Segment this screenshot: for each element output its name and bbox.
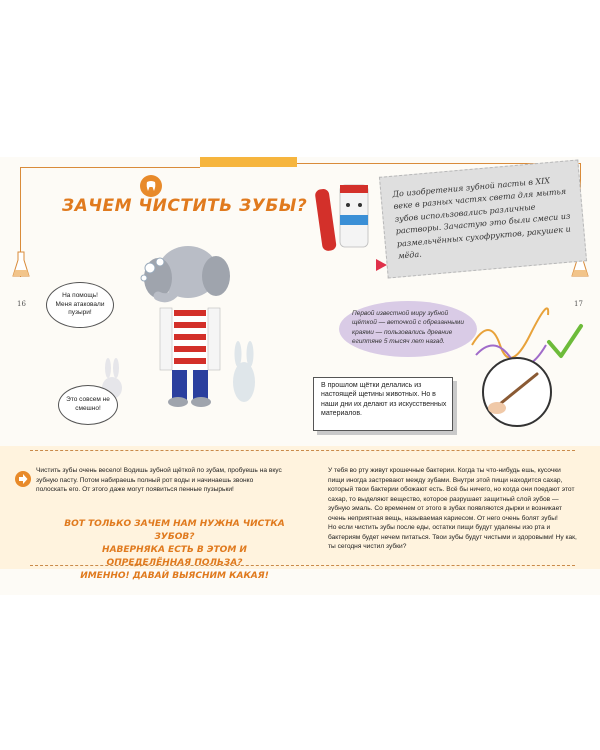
question-line: ИМЕННО! ДАВАЙ ВЫЯСНИМ КАКАЯ! bbox=[80, 571, 269, 582]
left-paragraph: Чистить зубы очень весело! Водишь зубной щёткой по зубам, пробуешь на вкус зубную пасту. Потом набираешь полный рот воды и начинаешь звонко полоскать его. От этого даже могут появиться пенные пузырьки! bbox=[36, 467, 282, 494]
toothbrush-and-paste-illustration bbox=[312, 175, 384, 255]
right-paragraph: У тебя во рту живут крошечные бактерии. Когда ты что-нибудь ешь, кусочки пищи иногда застревают между зубами. Внутри этой пищи находится сахар, который твои бактерии обожают есть. Всё бы ничего, но когда они поедают этот сахар, то выделяют вещество, которое разрушает защитный слой зубов — зубную эмаль. Со временем от этого в зубах появляются дырки и возникает очень неприятная вещь, называемая кариесом. От него очень болят зубы! Но если чистить зубы после еды, остатки пищи будут удалены изо рта и бактериям будет нечем питаться. Твои зубы будут чистыми и здоровыми! Ну как, ты сегодня чистил зубки? bbox=[328, 467, 577, 551]
title-badge bbox=[140, 175, 162, 197]
page-title: ЗАЧЕМ ЧИСТИТЬ ЗУБЫ? bbox=[62, 196, 308, 216]
speech-text: Это совсем не смешно! bbox=[66, 396, 110, 412]
page-number-left: 16 bbox=[17, 300, 26, 308]
flask-icon bbox=[12, 250, 30, 280]
tooth-icon bbox=[144, 179, 158, 193]
purple-note-text: Первой известной миру зубной щёткой — веточкой с обрезанными краями — пользовались древние египтяне 5 тысяч лет назад. bbox=[352, 310, 464, 346]
top-ribbon bbox=[200, 157, 297, 167]
arrow-right-icon bbox=[18, 474, 28, 484]
magnifier-twig-illustration bbox=[475, 352, 555, 432]
question-line: ВОТ ТОЛЬКО ЗАЧЕМ НАМ НУЖНА ЧИСТКА ЗУБОВ? bbox=[64, 519, 285, 543]
sticky-note-text: До изобретения зубной пасты в XIX веке в разных частях света для мытья зубов использовались различные растворы. Зачастую это были смеси из размельчённых сухофруктов, ракушек и мёда. bbox=[392, 176, 572, 261]
question-line: НАВЕРНЯКА ЕСТЬ В ЭТОМ И ОПРЕДЕЛЁННАЯ ПОЛЬЗА? bbox=[102, 545, 247, 569]
speech-bubble-elephant bbox=[46, 282, 114, 328]
elephant-illustration bbox=[130, 240, 240, 410]
speech-bubble-rabbit bbox=[58, 385, 118, 425]
arrow-badge bbox=[15, 471, 31, 487]
page-number-right: 17 bbox=[574, 300, 583, 308]
top-rule-left bbox=[20, 167, 200, 168]
speech-text: На помощь! Меня атаковали пузыри! bbox=[55, 291, 105, 317]
band-border-top bbox=[30, 450, 575, 452]
question-block bbox=[62, 518, 287, 583]
fact-box-text: В прошлом щётки делались из настоящей щетины животных. Но в наши дни их делают из искусственных материалов. bbox=[321, 382, 447, 418]
rabbit-illustration bbox=[226, 340, 262, 410]
